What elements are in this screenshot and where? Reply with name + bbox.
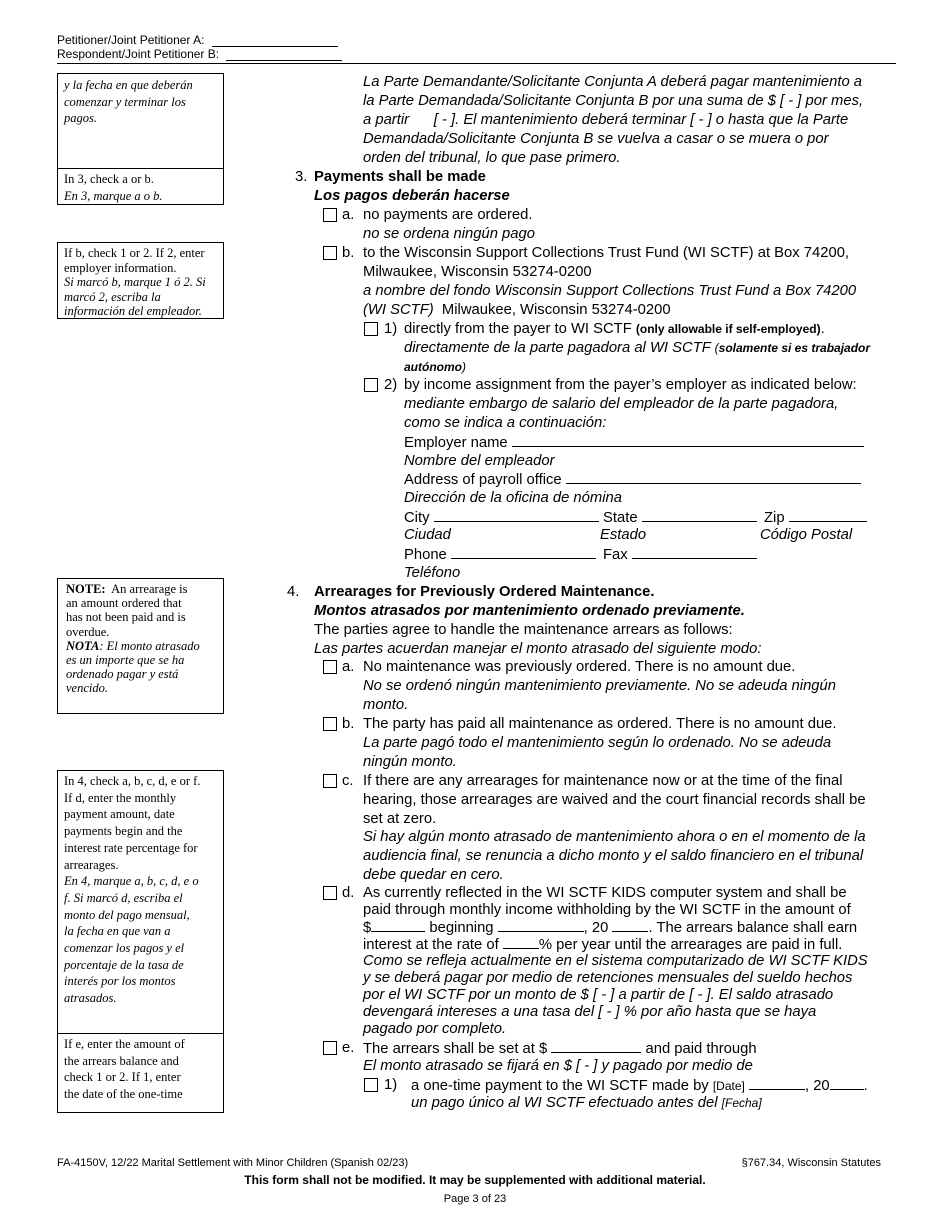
checkbox-3b[interactable]: [323, 246, 337, 260]
option-4e1-text: [411, 1076, 868, 1096]
form-notice: This form shall not be modified. It may be supplemented with additional material.: [244, 1173, 706, 1187]
one-time-year-field[interactable]: [830, 1076, 864, 1090]
option-text: directly from the payer to WI SCTF: [404, 321, 632, 337]
sidebar-text: If b, check 1 or 2. If 2, enter: [64, 246, 205, 260]
option-4d-text-es: por el WI SCTF por un monto de $ [ - ] a partir de [ - ]. El saldo atrasado: [363, 987, 834, 1003]
arrears-label: The arrears shall be set at $: [363, 1041, 548, 1057]
monthly-amount-field[interactable]: [371, 918, 425, 932]
intro-line: orden del tribunal, lo que pase primero.: [363, 150, 621, 166]
sidebar-text: : El monto atrasado: [99, 638, 200, 653]
option-note: (only allowable if self-employed): [635, 322, 821, 336]
option-4d-text: . The arrears balance shall earn: [648, 920, 858, 936]
city-field[interactable]: [434, 508, 599, 522]
punctuation: .: [863, 1078, 868, 1094]
year-prefix: , 20: [583, 920, 609, 936]
form-id: FA-4150V, 12/22 Marital Settlement with Minor Children (Spanish 02/23): [57, 1157, 409, 1169]
sidebar-box-3: [57, 578, 224, 714]
option-4c-text-es: debe quedar en cero.: [363, 867, 504, 883]
sidebar-text: Si marcó b, marque 1 ó 2. Si: [64, 275, 206, 289]
intro-line: Demandada/Solicitante Conjunta B se vuelva a casar o se muera o por: [363, 131, 829, 147]
sidebar-text: the arrears balance and: [64, 1053, 179, 1068]
sidebar-text: marcó 2, escriba la: [64, 289, 161, 304]
section-3-title: Payments shall be made: [314, 169, 486, 185]
option-4d-text-es: Como se refleja actualmente en el sistema computarizado de WI SCTF KIDS: [363, 953, 868, 969]
zip-field[interactable]: [789, 508, 867, 522]
option-3b-text-es: [363, 301, 671, 320]
checkbox-4d[interactable]: [323, 886, 337, 900]
page-number: Page 3 of 23: [443, 1193, 507, 1205]
employer-name-row: [404, 433, 864, 453]
option-note: autónomo: [404, 360, 462, 374]
payroll-address-row: [404, 470, 861, 490]
state-field[interactable]: [642, 508, 757, 522]
sidebar-text: es un importe que se ha: [66, 653, 185, 668]
date-hint-es: [Fecha]: [721, 1096, 762, 1110]
city-label: City: [404, 510, 430, 526]
sidebar-text: interés por los montos: [64, 974, 176, 989]
sidebar-text: overdue.: [66, 624, 110, 639]
checkbox-4a[interactable]: [323, 660, 337, 674]
paid-through-label: and paid through: [645, 1041, 757, 1057]
petitioner-label: Petitioner/Joint Petitioner A:: [57, 33, 205, 47]
payroll-address-label-es: Dirección de la oficina de nómina: [404, 490, 622, 506]
begin-year-field[interactable]: [612, 918, 648, 932]
employer-name-field[interactable]: [512, 433, 864, 447]
date-hint: [Date]: [712, 1079, 745, 1093]
sidebar-text: f. Si marcó d, escriba el: [64, 890, 183, 905]
option-4c-text: hearing, those arrearages are waived and the court financial records shall be: [363, 792, 866, 808]
option-4b-text-es: La parte pagó todo el mantenimiento según lo ordenado. No se adeuda: [363, 735, 832, 751]
sidebar-text: payment amount, date: [64, 807, 175, 822]
phone-label-es: Teléfono: [404, 565, 461, 581]
interest-label: interest at the rate of: [363, 937, 499, 953]
section-4-intro-es: Las partes acuerdan manejar el monto atrasado del siguiente modo:: [314, 641, 762, 657]
option-4d-text-es: devengará intereses a una tasa del [ - ] % por año hasta que se haya: [363, 1004, 817, 1020]
option-text: directamente de la parte pagadora al WI SCTF: [404, 340, 711, 356]
header-rule: [57, 63, 896, 64]
option-4a-text-es: monto.: [363, 697, 409, 713]
sidebar-text: interest rate percentage for: [64, 840, 198, 855]
option-4d-text-es: y se deberá pagar por medio de retenciones mensuales del sueldo hechos: [363, 970, 853, 986]
sidebar-text: información del empleador.: [64, 304, 202, 318]
statute-ref: §767.34, Wisconsin Statutes: [741, 1157, 881, 1169]
option-4d-text: paid through monthly income withholding by the WI SCTF in the amount of: [363, 902, 851, 918]
sub-option-number: 2): [384, 377, 398, 393]
sidebar-text: employer information.: [64, 260, 177, 275]
option-4a-text-es: No se ordenó ningún mantenimiento previamente. No se adeuda ningún: [363, 678, 836, 694]
section-4-title-es: Montos atrasados por mantenimiento ordenado previamente.: [314, 603, 745, 619]
state-label-es: Estado: [600, 527, 647, 543]
sidebar-text: monto del pago mensual,: [64, 907, 190, 922]
arrears-amount-field[interactable]: [551, 1039, 641, 1053]
option-4e-text-es: El monto atrasado se fijará en $ [ - ] y pagado por medio de: [363, 1058, 753, 1074]
state-row: [603, 508, 757, 528]
option-note: solamente si es trabajador: [718, 341, 871, 355]
option-4e-text: [363, 1039, 757, 1059]
option-letter: b.: [342, 245, 355, 261]
respondent-label: Respondent/Joint Petitioner B:: [57, 47, 220, 61]
option-letter: a.: [342, 207, 355, 223]
sidebar-box-5: [57, 1034, 224, 1113]
petitioner-header: [57, 33, 338, 47]
option-4b-text: The party has paid all maintenance as ordered. There is no amount due.: [363, 716, 837, 732]
checkbox-3b-2[interactable]: [364, 378, 378, 392]
respondent-header: [57, 47, 342, 61]
section-4-intro: The parties agree to handle the maintenance arrears as follows:: [314, 622, 733, 638]
payroll-address-label: Address of payroll office: [404, 472, 562, 488]
employer-name-label-es: Nombre del empleador: [404, 453, 555, 469]
option-4b-text-es: ningún monto.: [363, 754, 457, 770]
section-4-number: 4.: [287, 584, 300, 600]
sidebar-text: ordenado pagar y está: [66, 667, 179, 682]
fax-row: [603, 545, 757, 565]
option-letter: a.: [342, 659, 355, 675]
sub-option-number: 1): [384, 1077, 398, 1093]
phone-label: Phone: [404, 547, 447, 563]
option-3b2-text: by income assignment from the payer’s employer as indicated below:: [404, 377, 857, 393]
option-3b2-text-es: mediante embargo de salario del empleador de la parte pagadora,: [404, 396, 839, 412]
option-letter: e.: [342, 1040, 355, 1056]
option-3b-text-es: a nombre del fondo Wisconsin Support Collections Trust Fund a Box 74200: [363, 283, 857, 299]
option-3b-text: to the Wisconsin Support Collections Trust Fund (WI SCTF) at Box 74200,: [363, 245, 850, 261]
sidebar-text: atrasados.: [64, 991, 117, 1006]
sidebar-text: comenzar los pagos y el: [64, 941, 185, 956]
option-letter: c.: [342, 773, 354, 789]
section-4-title: Arrearages for Previously Ordered Maintenance.: [314, 584, 655, 600]
intro-line: La Parte Demandante/Solicitante Conjunta A deberá pagar mantenimiento a: [363, 74, 863, 90]
phone-row: [404, 545, 596, 565]
checkbox-4c[interactable]: [323, 774, 337, 788]
sidebar-box-4: [57, 770, 224, 1034]
option-4d-text-es: pagado por completo.: [363, 1021, 507, 1037]
year-prefix: , 20: [804, 1078, 830, 1094]
option-3b-text: Milwaukee, Wisconsin 53274-0200: [363, 264, 592, 280]
option-4c-text: set at zero.: [363, 811, 437, 827]
sidebar-box-1: [57, 73, 224, 205]
checkbox-4b[interactable]: [323, 717, 337, 731]
sidebar-text: If e, enter the amount of: [64, 1037, 185, 1051]
section-3-title-es: Los pagos deberán hacerse: [314, 188, 510, 204]
sidebar-text: An arrearage is: [111, 582, 188, 596]
respondent-name-field[interactable]: [226, 49, 342, 61]
option-3b1-text-es: [404, 339, 870, 358]
option-4a-text: No maintenance was previously ordered. There is no amount due.: [363, 659, 796, 675]
one-time-date-field[interactable]: [749, 1076, 805, 1090]
option-4c-text-es: Si hay algún monto atrasado de mantenimiento ahora o en el momento de la: [363, 829, 866, 845]
intro-line: la Parte Demandada/Solicitante Conjunta B por una suma de $ [ - ] por mes,: [363, 93, 864, 109]
one-time-payment-label: a one-time payment to the WI SCTF made by: [411, 1078, 709, 1094]
sidebar-text: En 3, marque a o b.: [64, 188, 163, 203]
phone-field[interactable]: [451, 545, 596, 559]
sidebar-text: y la fecha en que deberán: [64, 78, 193, 92]
city-row: [404, 508, 599, 528]
sidebar-text: an amount ordered that: [66, 596, 182, 611]
sidebar-box-2: [57, 242, 224, 319]
sidebar-text: arrearages.: [64, 857, 119, 872]
option-4c-text-es: audiencia final, se renuncia a dicho monto y el saldo financiero en el tribunal: [363, 848, 864, 864]
state-label: State: [603, 510, 638, 526]
employer-name-label: Employer name: [404, 435, 508, 451]
city-label-es: Ciudad: [404, 527, 451, 543]
sidebar-text: pagos.: [64, 111, 97, 125]
option-3b2-text-es: como se indica a continuación:: [404, 415, 607, 431]
begin-date-field[interactable]: [498, 918, 584, 932]
dollar-sign: $: [363, 920, 372, 936]
address-text: Milwaukee, Wisconsin 53274-0200: [441, 302, 671, 318]
punctuation: (: [714, 341, 719, 355]
sidebar-text: has not been paid and is: [66, 610, 186, 625]
one-time-payment-label-es: un pago único al WI SCTF efectuado antes del: [411, 1095, 718, 1111]
sidebar-text: the date of the one-time: [64, 1087, 183, 1102]
sidebar-text: In 3, check a or b.: [64, 172, 154, 186]
zip-label-es: Código Postal: [760, 527, 853, 543]
option-4c-text: If there are any arrearages for maintenance now or at the time of the final: [363, 773, 843, 789]
option-3b1-text: [404, 320, 825, 339]
zip-label: Zip: [764, 510, 785, 526]
sidebar-text: comenzar y terminar los: [64, 94, 186, 109]
checkbox-4e[interactable]: [323, 1041, 337, 1055]
nota-label: NOTA: [66, 638, 100, 653]
note-label: NOTE:: [66, 582, 106, 596]
option-letter: d.: [342, 885, 355, 901]
punctuation: ): [462, 360, 466, 374]
sidebar-text: check 1 or 2. If 1, enter: [64, 1070, 181, 1085]
fax-field[interactable]: [632, 545, 757, 559]
intro-line: a partir [ - ]. El mantenimiento deberá terminar [ - ] o hasta que la Parte: [363, 112, 849, 128]
sidebar-text: En 4, marque a, b, c, d, e o: [64, 874, 199, 889]
fax-label: Fax: [603, 547, 628, 563]
checkbox-3b-1[interactable]: [364, 322, 378, 336]
sidebar-text: porcentaje de la tasa de: [64, 957, 184, 972]
option-letter: b.: [342, 716, 355, 732]
petitioner-name-field[interactable]: [212, 35, 338, 47]
option-4d-text: % per year until the arrearages are paid in full.: [538, 937, 843, 953]
sidebar-text: If d, enter the monthly: [64, 790, 177, 805]
sub-option-number: 1): [384, 321, 398, 337]
option-4e1-text-es: [411, 1094, 762, 1113]
sidebar-text: In 4, check a, b, c, d, e or f.: [64, 774, 201, 788]
checkbox-3a[interactable]: [323, 208, 337, 222]
section-3-number: 3.: [295, 169, 308, 185]
interest-rate-field[interactable]: [503, 935, 539, 949]
payroll-address-field[interactable]: [566, 470, 861, 484]
sctf-abbrev: (WI SCTF): [363, 302, 434, 318]
option-3a-text: no payments are ordered.: [363, 207, 533, 223]
sidebar-text: vencido.: [66, 681, 108, 696]
punctuation: .: [820, 321, 825, 337]
sidebar-text: la fecha en que van a: [64, 924, 171, 939]
checkbox-4e-1[interactable]: [364, 1078, 378, 1092]
beginning-label: beginning: [429, 920, 494, 936]
sidebar-text: payments begin and the: [64, 824, 183, 839]
option-3b1-text-es: [404, 358, 466, 377]
option-3a-text-es: no se ordena ningún pago: [363, 226, 535, 242]
zip-row: [764, 508, 867, 528]
option-4d-text: As currently reflected in the WI SCTF KIDS computer system and shall be: [363, 885, 847, 901]
